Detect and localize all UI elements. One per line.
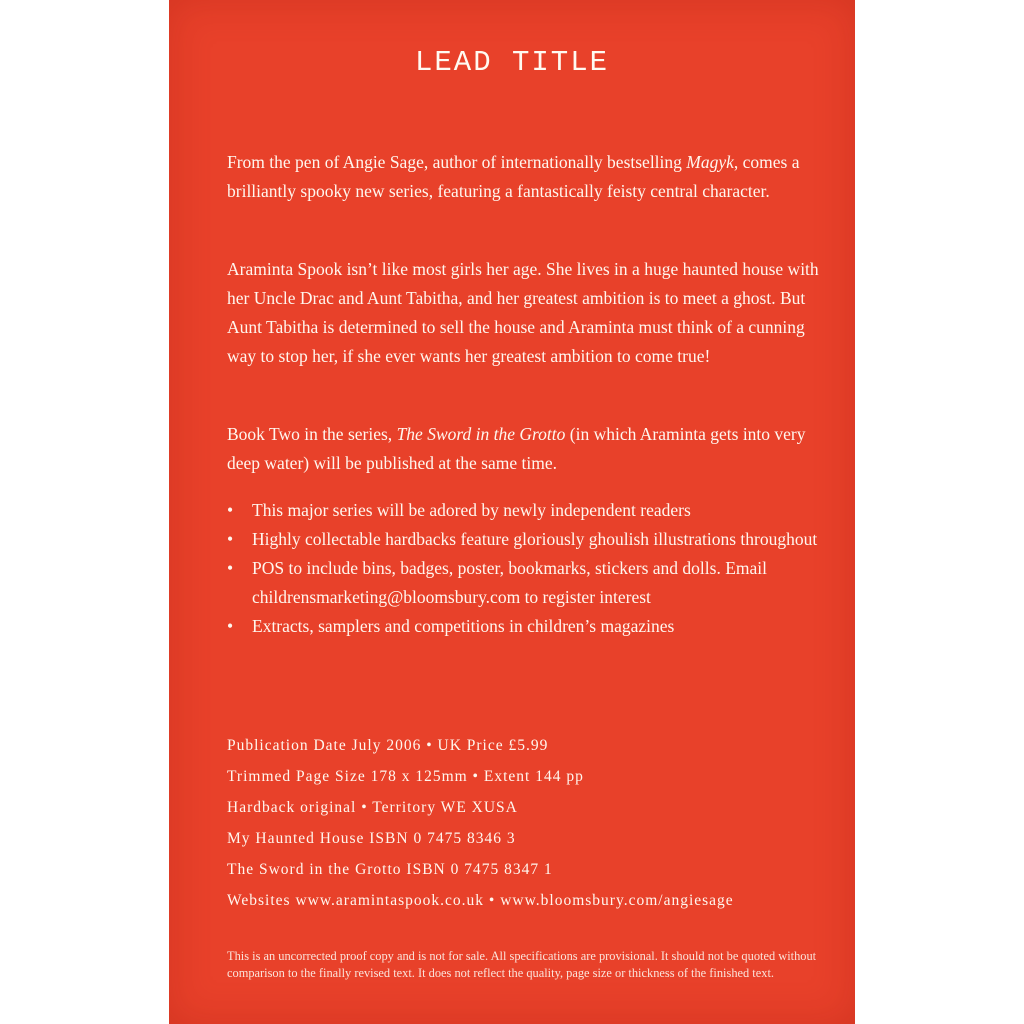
book-two-text-start: Book Two in the series, [227, 424, 397, 444]
book-two-paragraph [227, 420, 827, 478]
publication-specs [227, 730, 847, 916]
list-item-text: Extracts, samplers and competitions in children’s magazines [252, 616, 675, 636]
book-two-text-end: (in which Araminta gets into very deep water) will be published at the same time. [227, 424, 806, 473]
selling-points-list [227, 496, 837, 641]
spec-format-territory: Hardback original • Territory WE XUSA [227, 799, 518, 816]
proof-disclaimer: This is an uncorrected proof copy and is not for sale. All specifications are provisional. It should not be quoted without comparison to the finally revised text. It does not reflect the quality, page size or thickness of the finished text. [227, 949, 817, 980]
spec-isbn-book-two: The Sword in the Grotto ISBN 0 7475 8347 1 [227, 861, 553, 878]
bullet-marker: • [227, 529, 234, 549]
proof-back-cover [169, 0, 855, 1024]
spec-isbn-book-one: My Haunted House ISBN 0 7475 8346 3 [227, 830, 516, 847]
synopsis-paragraph: Araminta Spook isn’t like most girls her age. She lives in a huge haunted house with her Uncle Drac and Aunt Tabitha, and her greatest ambition is to meet a ghost. But Aunt Tabitha is determined to sell the house and Araminta must think of a cunning way to stop her, if she ever wants her greatest ambition to come true! [227, 259, 819, 366]
bullet-marker: • [227, 616, 234, 636]
spec-publication-date: Publication Date July 2006 • UK Price £5.99 [227, 737, 549, 754]
spec-page-size: Trimmed Page Size 178 x 125mm • Extent 144 pp [227, 768, 584, 785]
spec-websites: Websites www.aramintaspook.co.uk • www.bloomsbury.com/angiesage [227, 892, 734, 909]
list-item-text: POS to include bins, badges, poster, bookmarks, stickers and dolls. Email childrensmarketing@bloomsbury.com to register interest [252, 558, 768, 607]
intro-book-title: Magyk [686, 152, 734, 172]
list-item [227, 496, 837, 525]
list-item-text: This major series will be adored by newly independent readers [252, 500, 691, 520]
list-item [227, 525, 837, 554]
book-two-title: The Sword in the Grotto [396, 424, 566, 444]
list-item [227, 612, 837, 641]
intro-text-start: From the pen of Angie Sage, author of internationally bestselling [227, 152, 687, 172]
page-title: LEAD TITLE [414, 46, 610, 79]
list-item-text: Highly collectable hardbacks feature gloriously ghoulish illustrations throughout [252, 529, 818, 549]
intro-text-end: , comes a brilliantly spooky new series, featuring a fantastically feisty central character. [227, 152, 800, 201]
list-item [227, 554, 837, 612]
bullet-marker: • [227, 500, 234, 520]
intro-paragraph [227, 148, 827, 206]
bullet-marker: • [227, 558, 234, 578]
